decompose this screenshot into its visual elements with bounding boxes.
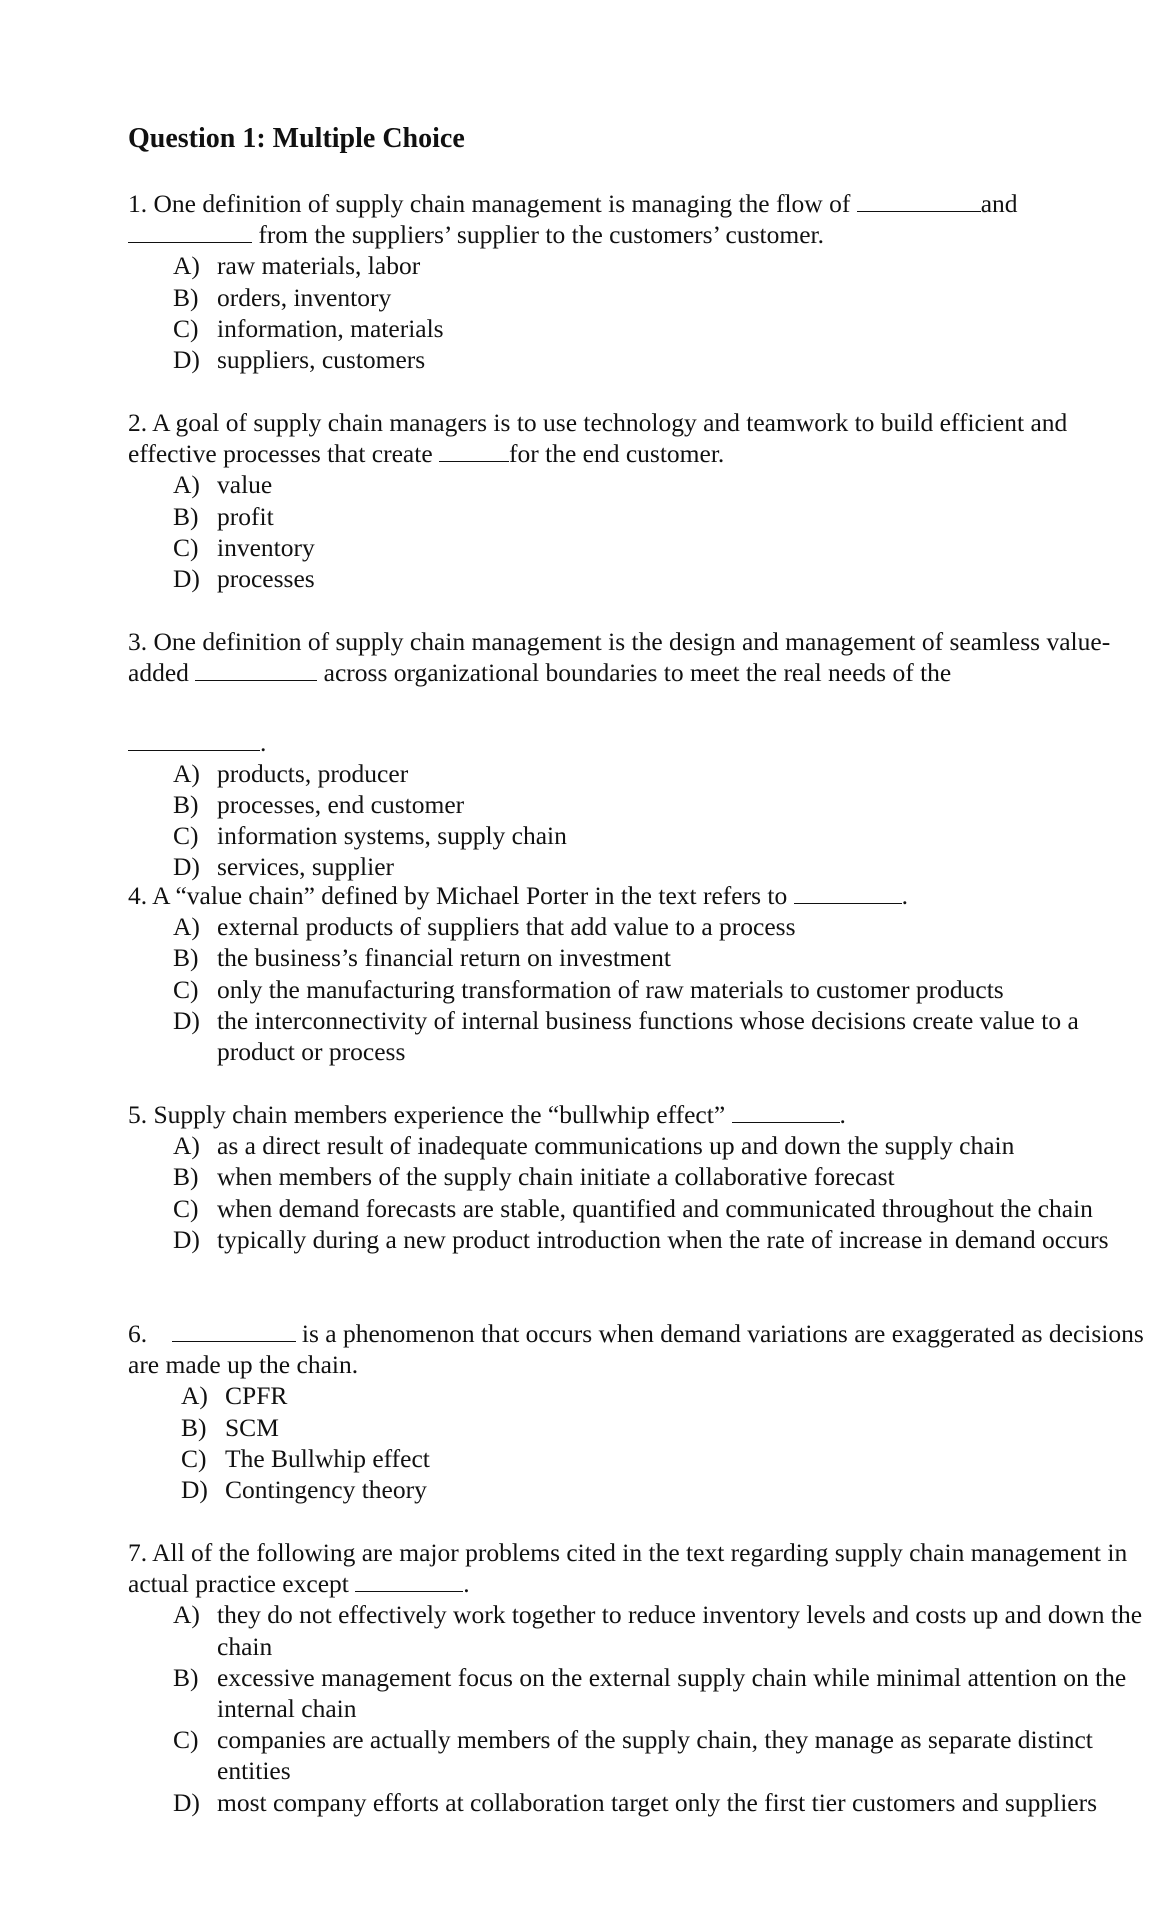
answer-blank xyxy=(439,439,509,462)
option-d xyxy=(173,563,1158,594)
stem-text: 2. A goal of supply chain managers is to use technology and teamwork to build efficient and effective processes that create xyxy=(128,408,1068,469)
question-stem xyxy=(128,1099,1158,1130)
option-letter: A) xyxy=(173,251,200,281)
option-letter: D) xyxy=(173,852,200,882)
stem-text: . xyxy=(839,1100,846,1129)
answer-blank xyxy=(732,1100,840,1123)
option-letter: A) xyxy=(173,470,200,500)
option-letter: B) xyxy=(173,790,199,820)
option-c xyxy=(173,1193,1158,1224)
option-letter: C) xyxy=(173,313,199,343)
option-text: processes xyxy=(217,564,315,594)
option-letter: A) xyxy=(181,1381,208,1411)
question-stem xyxy=(128,407,1158,469)
options-list xyxy=(128,469,1158,594)
option-letter: C) xyxy=(173,1725,199,1755)
option-letter: C) xyxy=(181,1443,207,1473)
option-letter: B) xyxy=(181,1412,207,1442)
stem-text: across organizational boundaries to meet the real needs of the xyxy=(317,658,952,688)
stem-text: from the suppliers’ supplier to the customers’ customer. xyxy=(252,220,824,250)
option-text: products, producer xyxy=(217,758,409,788)
option-d xyxy=(173,1787,1158,1818)
option-a xyxy=(173,911,1158,942)
option-text: services, supplier xyxy=(217,852,395,882)
option-text: the business’s financial return on investment xyxy=(217,943,671,973)
stem-text: and xyxy=(980,189,1018,218)
question-5 xyxy=(128,1099,1158,1255)
options-list xyxy=(128,758,1158,883)
stem-text: . xyxy=(260,727,267,757)
question-1 xyxy=(128,188,1158,375)
option-text: CPFR xyxy=(225,1381,288,1411)
option-text: SCM xyxy=(225,1412,279,1442)
option-d xyxy=(181,1474,1158,1505)
option-d xyxy=(173,1005,1158,1067)
option-a xyxy=(173,250,1158,281)
option-text: as a direct result of inadequate communications up and down the supply chain xyxy=(217,1131,1015,1161)
option-letter: A) xyxy=(173,1131,200,1161)
question-stem xyxy=(128,880,1158,911)
option-b xyxy=(173,282,1158,313)
answer-blank xyxy=(794,881,902,904)
option-text: they do not effectively work together to reduce inventory levels and costs up and down the chain xyxy=(217,1600,1143,1661)
stem-text: for the end customer. xyxy=(509,439,725,469)
question-stem xyxy=(128,626,1158,758)
option-d xyxy=(173,344,1158,375)
page-title: Question 1: Multiple Choice xyxy=(128,123,465,154)
option-text: processes, end customer xyxy=(217,790,465,820)
option-text: Contingency theory xyxy=(225,1475,427,1505)
option-a xyxy=(173,1130,1158,1161)
option-b xyxy=(173,942,1158,973)
question-stem xyxy=(128,1318,1158,1380)
option-c xyxy=(173,974,1158,1005)
option-c xyxy=(173,820,1158,851)
option-a xyxy=(173,1599,1158,1661)
option-text: the interconnectivity of internal business functions whose decisions create value to a product or process xyxy=(217,1005,1079,1067)
options-list xyxy=(128,911,1158,1067)
answer-blank xyxy=(128,220,252,243)
option-b xyxy=(181,1412,1158,1443)
option-text: most company efforts at collaboration target only the first tier customers and suppliers xyxy=(217,1787,1098,1817)
option-a xyxy=(173,469,1158,500)
option-text: typically during a new product introduction when the rate of increase in demand occurs xyxy=(217,1224,1109,1254)
stem-text: . xyxy=(901,881,908,910)
option-letter: C) xyxy=(173,821,199,851)
option-text: profit xyxy=(217,501,274,531)
option-text: The Bullwhip effect xyxy=(225,1443,430,1473)
option-letter: D) xyxy=(173,1224,200,1254)
option-text: information, materials xyxy=(217,313,444,343)
answer-blank xyxy=(128,728,260,751)
options-list xyxy=(128,1599,1158,1817)
stem-text: is a phenomenon that occurs when demand variations are exaggerated as decisions are made up the chain. xyxy=(128,1319,1144,1380)
options-list xyxy=(128,1380,1158,1505)
option-letter: D) xyxy=(173,1005,200,1035)
option-letter: D) xyxy=(173,1787,200,1817)
question-6 xyxy=(128,1318,1158,1505)
question-stem xyxy=(128,1537,1158,1599)
stem-text: 6. xyxy=(128,1319,154,1348)
option-a xyxy=(173,758,1158,789)
options-list xyxy=(128,1130,1158,1255)
option-c xyxy=(173,313,1158,344)
option-text: inventory xyxy=(217,532,315,562)
question-2 xyxy=(128,407,1158,594)
option-text: information systems, supply chain xyxy=(217,821,567,851)
option-b xyxy=(173,789,1158,820)
stem-text: 5. Supply chain members experience the “bullwhip effect” xyxy=(128,1100,732,1129)
option-a xyxy=(181,1380,1158,1411)
option-text: when members of the supply chain initiate a collaborative forecast xyxy=(217,1162,895,1192)
option-letter: C) xyxy=(173,532,199,562)
option-d xyxy=(173,1224,1158,1255)
option-letter: C) xyxy=(173,1193,199,1223)
stem-text: 7. All of the following are major problems cited in the text regarding supply chain management in actual practice except xyxy=(128,1538,1128,1599)
option-letter: D) xyxy=(181,1475,208,1505)
option-b xyxy=(173,1662,1158,1724)
option-text: suppliers, customers xyxy=(217,345,426,375)
stem-text: 4. A “value chain” defined by Michael Porter in the text refers to xyxy=(128,881,794,910)
option-b xyxy=(173,1161,1158,1192)
option-d xyxy=(173,851,1158,882)
option-text: when demand forecasts are stable, quantified and communicated throughout the chain xyxy=(217,1193,1093,1223)
answer-blank xyxy=(195,658,317,681)
option-letter: A) xyxy=(173,758,200,788)
option-text: companies are actually members of the supply chain, they manage as separate distinct entities xyxy=(217,1725,1093,1786)
question-3 xyxy=(128,626,1158,883)
option-letter: B) xyxy=(173,501,199,531)
option-letter: B) xyxy=(173,282,199,312)
question-7 xyxy=(128,1537,1158,1818)
stem-text: 3. One definition of supply chain management is the design and management of seamless value-added xyxy=(128,627,1111,688)
option-letter: D) xyxy=(173,564,200,594)
answer-blank xyxy=(857,189,981,212)
option-text: orders, inventory xyxy=(217,282,392,312)
answer-blank xyxy=(172,1319,296,1342)
option-letter: A) xyxy=(173,912,200,942)
option-letter: B) xyxy=(173,943,199,973)
question-4 xyxy=(128,880,1158,1067)
option-letter: B) xyxy=(173,1162,199,1192)
option-c xyxy=(173,532,1158,563)
option-text: external products of suppliers that add value to a process xyxy=(217,912,796,942)
option-text: value xyxy=(217,470,273,500)
stem-text: . xyxy=(463,1569,470,1599)
option-text: raw materials, labor xyxy=(217,251,421,281)
option-letter: C) xyxy=(173,974,199,1004)
stem-text: 1. One definition of supply chain management is managing the flow of xyxy=(128,189,857,218)
option-letter: A) xyxy=(173,1600,200,1630)
answer-blank xyxy=(355,1569,463,1592)
option-c xyxy=(173,1724,1158,1786)
option-b xyxy=(173,501,1158,532)
option-text: excessive management focus on the external supply chain while minimal attention on the internal chain xyxy=(217,1662,1127,1724)
options-list xyxy=(128,250,1158,375)
option-c xyxy=(181,1443,1158,1474)
option-letter: D) xyxy=(173,345,200,375)
option-letter: B) xyxy=(173,1662,199,1692)
question-stem xyxy=(128,188,1158,250)
option-text: only the manufacturing transformation of raw materials to customer products xyxy=(217,974,1004,1004)
